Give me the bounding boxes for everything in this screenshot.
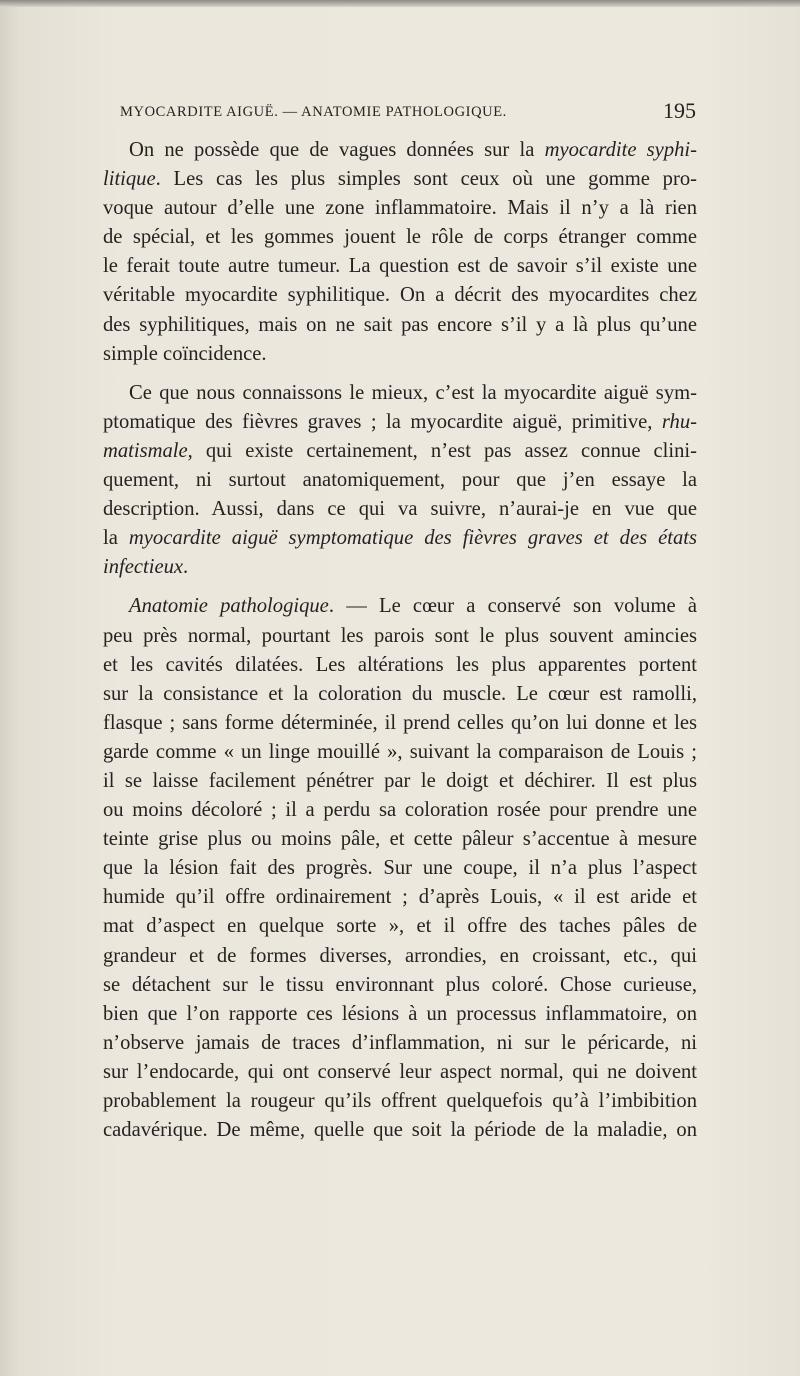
- text-line: matismale, qui existe certainement, n’est pas assez connue clini-: [103, 439, 697, 462]
- text-line: humide qu’il offre ordinairement ; d’après Louis, « il est aride et: [103, 886, 697, 909]
- text-line: Anatomie pathologique. — Le cœur a conservé son volume à: [129, 595, 697, 618]
- text-line: Ce que nous connaissons le mieux, c’est la myocardite aiguë sym-: [129, 381, 697, 404]
- text-line: simple coïncidence.: [103, 342, 267, 365]
- text-line: flasque ; sans forme déterminée, il prend celles qu’on lui donne et les: [103, 711, 697, 734]
- paragraph: [103, 379, 697, 583]
- text-line: sur l’endocarde, qui ont conservé leur aspect normal, qui ne doivent: [103, 1060, 697, 1083]
- paragraph: [103, 136, 697, 369]
- text-line: véritable myocardite syphilitique. On a décrit des myocardites chez: [103, 284, 697, 307]
- italic-text: myocardite syphi-: [544, 139, 697, 161]
- italic-text: infectieux: [103, 556, 184, 579]
- italic-text: Anatomie pathologique: [129, 595, 329, 618]
- text-line: ou moins décoloré ; il a perdu sa coloration rosée pour prendre une: [103, 799, 697, 822]
- text-line: sur la consistance et la coloration du muscle. Le cœur est ramolli,: [103, 682, 697, 705]
- text-line: infectieux.: [103, 556, 189, 579]
- page-number: 195: [663, 98, 696, 123]
- text-line: de spécial, et les gommes jouent le rôle de corps étranger comme: [103, 226, 697, 249]
- text-line: probablement la rougeur qu’ils offrent quelquefois qu’à l’imbibition: [103, 1090, 697, 1112]
- page-header: [104, 100, 696, 130]
- text-line: teinte grise plus ou moins pâle, et cette pâleur s’accentue à mesure: [103, 828, 697, 851]
- text-line: garde comme « un linge mouillé », suivant la comparaison de Louis ;: [103, 740, 697, 763]
- text-line: cadavérique. De même, quelle que soit la période de la maladie, on: [103, 1119, 697, 1142]
- text-line: grandeur et de formes diverses, arrondies, en croissant, etc., qui: [103, 944, 697, 967]
- italic-text: myocardite aiguë symptomatique des fièvres graves et des états: [128, 527, 698, 550]
- text-line: et les cavités dilatées. Les altérations les plus apparentes portent: [103, 653, 697, 676]
- italic-text: litique: [103, 168, 156, 191]
- text-line: n’observe jamais de traces d’inflammation, ni sur le péricarde, ni: [103, 1031, 697, 1054]
- text-line: il se laisse facilement pénétrer par le doigt et déchirer. Il est plus: [103, 769, 697, 792]
- text-line: description. Aussi, dans ce qui va suivre, n’aurai-je en vue que: [103, 498, 697, 521]
- text-line: le ferait toute autre tumeur. La question est de savoir s’il existe une: [103, 255, 697, 278]
- text-line: se détachent sur le tissu environnant plus coloré. Chose curieuse,: [103, 973, 697, 996]
- text-line: bien que l’on rapporte ces lésions à un processus inflammatoire, on: [103, 1002, 697, 1025]
- text-line: la myocardite aiguë symptomatique des fièvres graves et des états: [103, 527, 698, 550]
- text-line: On ne possède que de vagues données sur la myocardite syphi-: [129, 139, 697, 161]
- italic-text: rhu-: [661, 410, 697, 433]
- text-line: quement, ni surtout anatomiquement, pour que j’en essaye la: [103, 469, 697, 492]
- italic-text: matismale: [103, 439, 188, 462]
- text-line: voque autour d’elle une zone inflammatoire. Mais il n’y a là rien: [103, 197, 697, 220]
- paragraph: [103, 592, 697, 1145]
- body-text: [103, 136, 697, 1145]
- text-line: litique. Les cas les plus simples sont ceux où une gomme pro-: [103, 168, 697, 191]
- text-line: des syphilitiques, mais on ne sait pas encore s’il y a là plus qu’une: [103, 313, 697, 336]
- text-line: peu près normal, pourtant les parois sont le plus souvent amincies: [103, 624, 697, 647]
- text-line: ptomatique des fièvres graves ; la myocardite aiguë, primitive, rhu-: [103, 410, 697, 433]
- text-line: mat d’aspect en quelque sorte », et il offre des taches pâles de: [103, 915, 697, 938]
- page-top-edge: [0, 0, 800, 7]
- running-title: MYOCARDITE AIGUË. — ANATOMIE PATHOLOGIQUE.: [120, 104, 507, 120]
- text-line: que la lésion fait des progrès. Sur une coupe, il n’a plus l’aspect: [103, 857, 697, 880]
